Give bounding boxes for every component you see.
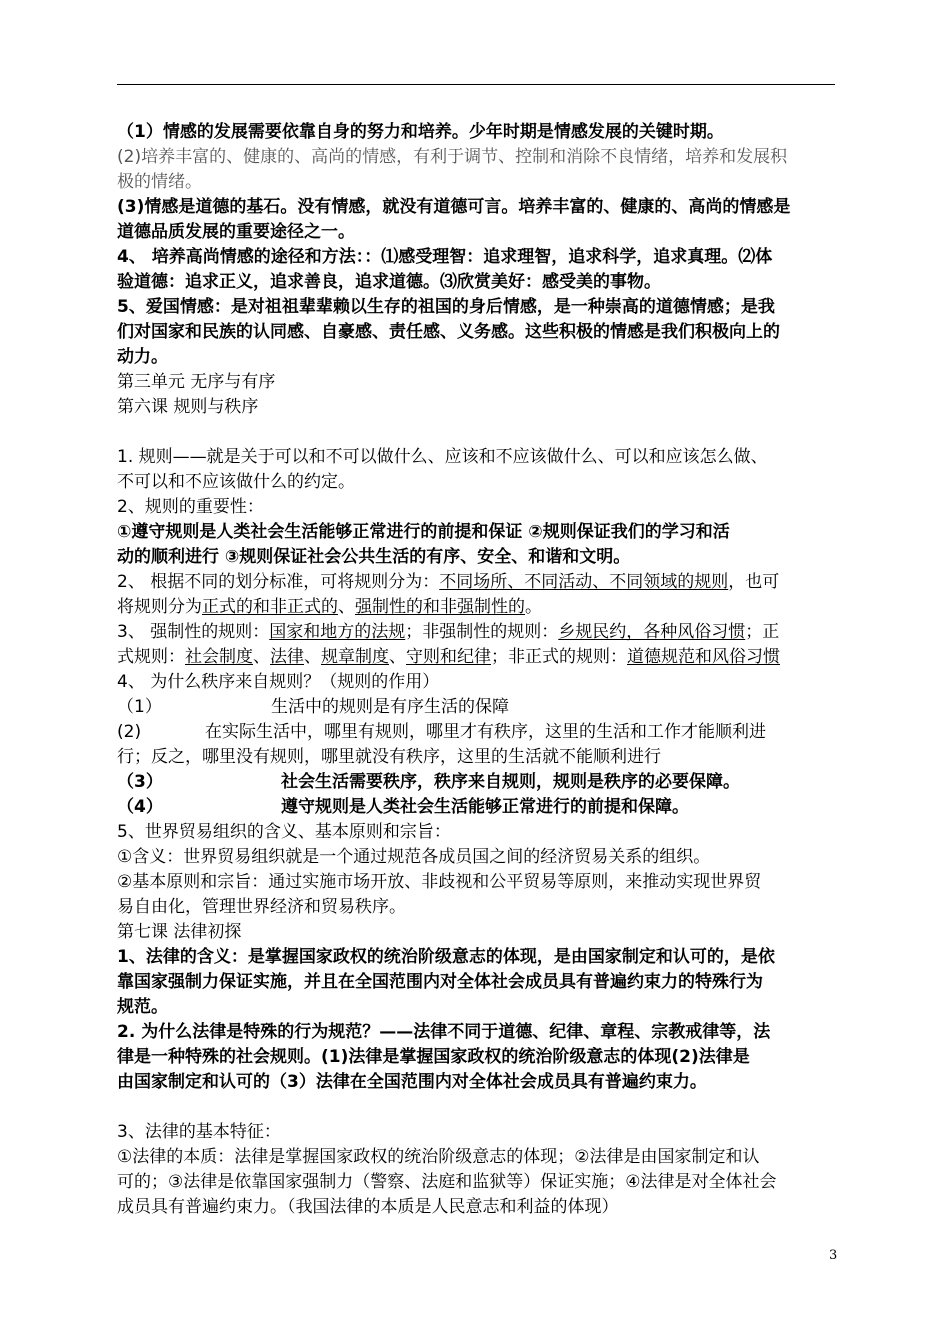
text-line: 可的；③法律是依靠国家强制力（警察、法庭和监狱等）保证实施；④法律是对全体社会: [117, 1172, 777, 1192]
rule-types-line: [117, 620, 837, 645]
text-line: 由国家制定和认可的（3）法律在全国范围内对全体社会成员具有普遍约束力。: [117, 1072, 707, 1092]
rule-types-line: [117, 645, 837, 670]
text-block-law: [117, 820, 837, 1220]
underlined-text: 国家和地方的法规: [269, 622, 406, 642]
text-line: 道德品质发展的重要途径之一。: [117, 222, 355, 242]
text-span: 2、 根据不同的划分标准，可将规则分为：: [117, 572, 440, 592]
item-text: 生活中的规则是有序生活的保障: [271, 697, 509, 717]
item-text: 在实际生活中，哪里有规则，哪里才有秩序，这里的生活和工作才能顺利进: [205, 722, 766, 742]
text-span: ；非强制性的规则：: [405, 622, 559, 642]
underlined-text: 法律: [270, 647, 304, 667]
item-number: （4）: [117, 797, 163, 817]
text-span: ；正: [745, 622, 780, 642]
text-line: 第七课 法律初探: [117, 922, 242, 942]
text-line: ①含义：世界贸易组织就是一个通过规范各成员国之间的经济贸易关系的组织。: [117, 847, 711, 867]
order-item: [117, 795, 837, 820]
text-line: 2、规则的重要性：: [117, 497, 264, 517]
item-number: （1）: [117, 697, 162, 717]
order-item-continued: 行；反之，哪里没有规则，哪里就没有秩序，这里的生活就不能顺利进行: [117, 747, 661, 767]
text-span: 、: [389, 647, 406, 667]
text-line: ①遵守规则是人类社会生活能够正常进行的前提和保证 ②规则保证我们的学习和活: [117, 522, 730, 542]
text-line: （1）情感的发展需要依靠自身的努力和培养。少年时期是情感发展的关键时期。: [117, 122, 724, 142]
text-line: 成员具有普遍约束力。（我国法律的本质是人民意志和利益的体现）: [117, 1197, 619, 1217]
order-item: [117, 720, 837, 745]
rule-classification-line: [117, 595, 837, 620]
text-line: 4、 培养高尚情感的途径和方法：：⑴感受理智：追求理智，追求科学，追求真理。⑵体: [117, 247, 773, 267]
underlined-text: 正式的和非正式的: [202, 597, 338, 617]
text-line: 靠国家强制力保证实施，并且在全国范围内对全体社会成员具有普遍约束力的特殊行为: [117, 972, 763, 992]
text-line: 3、法律的基本特征：: [117, 1122, 281, 1142]
text-line: 2. 为什么法律是特殊的行为规范？——法律不同于道德、纪律、章程、宗教戒律等，法: [117, 1022, 771, 1042]
blank-line: [117, 1095, 837, 1120]
text-line: 极的情绪。: [117, 172, 202, 192]
item-number: (2): [117, 722, 142, 742]
text-line: 第六课 规则与秩序: [117, 397, 259, 417]
text-line: 动力。: [117, 347, 168, 367]
underlined-text: 守则和纪律: [406, 647, 491, 667]
page-number: 3: [829, 1248, 838, 1263]
item-text: 社会生活需要秩序，秩序来自规则，规则是秩序的必要保障。: [281, 772, 740, 792]
text-line: 1、法律的含义：是掌握国家政权的统治阶级意志的体现，是由国家制定和认可的，是依: [117, 947, 775, 967]
order-question: 4、 为什么秩序来自规则？（规则的作用）: [117, 672, 440, 692]
text-span: 。: [525, 597, 542, 617]
text-span: 将规则分为: [117, 597, 202, 617]
document-body: [117, 120, 837, 1220]
text-span: ；非正式的规则：: [491, 647, 627, 667]
text-line: 动的顺利进行 ③规则保证社会公共生活的有序、安全、和谐和文明。: [117, 547, 631, 567]
text-span: 3、 强制性的规则：: [117, 622, 270, 642]
underlined-text: 乡规民约，各种风俗习惯: [558, 622, 746, 642]
order-item: [117, 770, 837, 795]
underlined-text: 不同场所、不同活动、不同领域的规则: [439, 572, 729, 592]
text-span: ，也可: [728, 572, 780, 592]
item-text: 遵守规则是人类社会生活能够正常进行的前提和保障。: [281, 797, 689, 817]
order-item: [117, 695, 837, 720]
text-line: ②基本原则和宗旨：通过实施市场开放、非歧视和公平贸易等原则，来推动实现世界贸: [117, 872, 762, 892]
text-span: 式规则：: [117, 647, 185, 667]
item-number: （3）: [117, 772, 163, 792]
text-span: 、: [253, 647, 270, 667]
text-line: (3)情感是道德的基石。没有情感，就没有道德可言。培养丰富的、健康的、高尚的情感是: [117, 197, 791, 217]
text-line: 验道德：追求正义，追求善良，追求道德。⑶欣赏美好：感受美的事物。: [117, 272, 661, 292]
text-line: (2)培养丰富的、健康的、高尚的情感，有利于调节、控制和消除不良情绪，培养和发展积: [117, 147, 788, 167]
text-line: 5、爱国情感：是对祖祖辈辈赖以生存的祖国的身后情感，是一种崇高的道德情感；是我: [117, 297, 775, 317]
underlined-text: 规章制度: [321, 647, 389, 667]
text-line: 不可以和不应该做什么的约定。: [117, 472, 355, 492]
underlined-text: 社会制度: [185, 647, 253, 667]
header-rule: [117, 84, 835, 85]
text-line: 易自由化，管理世界经济和贸易秩序。: [117, 897, 406, 917]
text-line: 律是一种特殊的社会规则。(1)法律是掌握国家政权的统治阶级意志的体现(2)法律是: [117, 1047, 750, 1067]
underlined-text: 强制性的和非强制性的: [355, 597, 525, 617]
underlined-text: 道德规范和风俗习惯: [627, 647, 780, 667]
text-line: ①法律的本质：法律是掌握国家政权的统治阶级意志的体现；②法律是由国家制定和认: [117, 1147, 760, 1167]
text-line: 1. 规则——就是关于可以和不可以做什么、应该和不应该做什么、可以和应该怎么做、: [117, 447, 768, 467]
text-line: 规范。: [117, 997, 168, 1017]
text-line: 们对国家和民族的认同感、自豪感、责任感、义务感。这些积极的情感是我们积极向上的: [117, 322, 780, 342]
text-block-emotions: [117, 120, 837, 570]
blank-line: [117, 420, 837, 445]
text-line: 第三单元 无序与有序: [117, 372, 276, 392]
text-span: 、: [338, 597, 355, 617]
text-line: 5、世界贸易组织的含义、基本原则和宗旨：: [117, 822, 451, 842]
text-span: 、: [304, 647, 321, 667]
rule-classification-line: [117, 570, 837, 595]
